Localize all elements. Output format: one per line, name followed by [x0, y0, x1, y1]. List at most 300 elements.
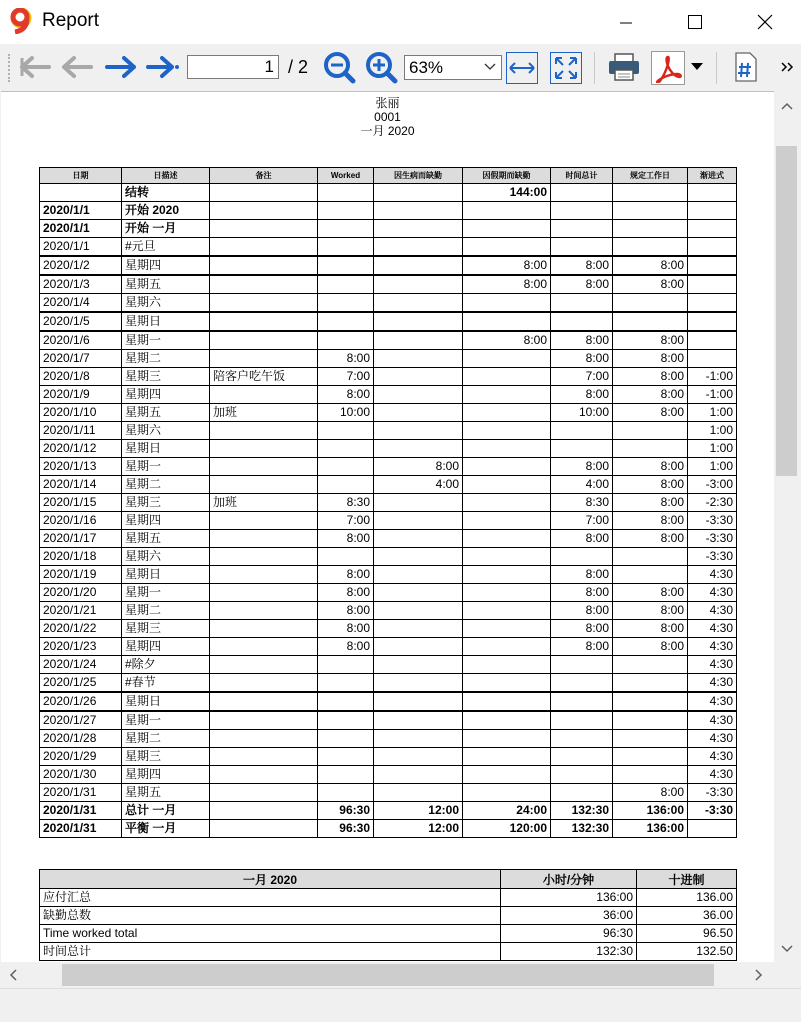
- summary-cell: 132:30: [501, 943, 637, 961]
- zoom-value: 63%: [409, 58, 444, 77]
- fit-page-icon: [553, 55, 579, 81]
- table-cell: 8:00: [318, 530, 374, 548]
- table-cell: -2:30: [688, 494, 737, 512]
- table-cell: 7:00: [318, 368, 374, 386]
- table-cell: 8:00: [613, 368, 688, 386]
- close-button[interactable]: [742, 0, 788, 44]
- table-cell: [551, 730, 613, 748]
- table-cell: -3:30: [688, 512, 737, 530]
- zoom-out-button[interactable]: [322, 50, 356, 84]
- table-row: [40, 820, 737, 838]
- summary-header-row: [40, 870, 737, 889]
- table-cell: 星期一: [122, 711, 210, 730]
- table-row: [40, 766, 737, 784]
- last-page-button[interactable]: [146, 50, 180, 84]
- table-cell: 8:00: [463, 256, 551, 275]
- vertical-scrollbar[interactable]: [774, 92, 799, 962]
- table-cell: 136:00: [613, 802, 688, 820]
- table-cell: [374, 784, 463, 802]
- table-cell: [688, 331, 737, 350]
- summary-column-header: 小时/分钟: [501, 870, 637, 889]
- table-cell: [210, 620, 318, 638]
- table-cell: [551, 711, 613, 730]
- table-cell: 星期五: [122, 404, 210, 422]
- table-cell: 7:00: [551, 368, 613, 386]
- scroll-right-icon[interactable]: [755, 969, 763, 981]
- export-menu-dropdown[interactable]: [686, 50, 708, 84]
- table-cell: 8:00: [551, 638, 613, 656]
- summary-row: [40, 907, 737, 925]
- zoom-select[interactable]: [404, 55, 502, 80]
- table-cell: [374, 368, 463, 386]
- table-row: [40, 711, 737, 730]
- table-cell: 2020/1/30: [40, 766, 122, 784]
- table-cell: 8:00: [551, 458, 613, 476]
- employee-name: 张丽: [375, 96, 400, 110]
- table-cell: [210, 711, 318, 730]
- table-cell: [210, 656, 318, 674]
- page-number-button[interactable]: [728, 50, 762, 84]
- table-cell: 2020/1/16: [40, 512, 122, 530]
- table-cell: [374, 548, 463, 566]
- table-cell: [463, 692, 551, 711]
- table-row: [40, 602, 737, 620]
- table-cell: 2020/1/11: [40, 422, 122, 440]
- table-cell: 2020/1/1: [40, 238, 122, 257]
- table-cell: [210, 256, 318, 275]
- summary-cell: 96.50: [637, 925, 737, 943]
- table-cell: [210, 674, 318, 693]
- table-cell: 星期三: [122, 368, 210, 386]
- fit-width-button[interactable]: [506, 52, 538, 84]
- table-cell: 4:30: [688, 748, 737, 766]
- table-cell: [374, 184, 463, 202]
- table-cell: [463, 748, 551, 766]
- table-cell: 星期二: [122, 730, 210, 748]
- table-cell: [688, 312, 737, 331]
- table-cell: [210, 820, 318, 838]
- table-cell: 8:00: [551, 331, 613, 350]
- table-cell: 星期六: [122, 422, 210, 440]
- table-cell: 12:00: [374, 820, 463, 838]
- table-cell: [318, 766, 374, 784]
- table-cell: [318, 331, 374, 350]
- table-cell: [374, 584, 463, 602]
- table-cell: [688, 350, 737, 368]
- table-cell: [463, 784, 551, 802]
- table-cell: [374, 638, 463, 656]
- table-cell: 7:00: [551, 512, 613, 530]
- table-cell: [374, 422, 463, 440]
- export-pdf-button[interactable]: [651, 51, 685, 85]
- arrow-right-icon: [105, 54, 137, 80]
- scroll-down-icon[interactable]: [781, 945, 793, 953]
- table-cell: 4:30: [688, 692, 737, 711]
- table-cell: [613, 294, 688, 313]
- table-cell: 132:30: [551, 820, 613, 838]
- table-cell: 8:00: [613, 638, 688, 656]
- table-cell: [210, 784, 318, 802]
- table-cell: [463, 548, 551, 566]
- table-row: [40, 584, 737, 602]
- table-cell: [210, 220, 318, 238]
- table-cell: 2020/1/21: [40, 602, 122, 620]
- table-cell: [374, 256, 463, 275]
- summary-cell: 缺勤总数: [40, 907, 501, 925]
- table-cell: 2020/1/14: [40, 476, 122, 494]
- table-cell: 8:00: [318, 386, 374, 404]
- table-cell: 星期六: [122, 548, 210, 566]
- page-number-input[interactable]: 1: [187, 55, 279, 79]
- table-cell: [463, 512, 551, 530]
- table-cell: [318, 476, 374, 494]
- table-cell: 星期日: [122, 312, 210, 331]
- table-cell: [613, 766, 688, 784]
- table-cell: [374, 386, 463, 404]
- table-cell: 8:00: [551, 566, 613, 584]
- table-cell: [318, 548, 374, 566]
- table-cell: 星期二: [122, 602, 210, 620]
- table-cell: 开始 一月: [122, 220, 210, 238]
- table-cell: 120:00: [463, 820, 551, 838]
- table-cell: [374, 275, 463, 294]
- fit-width-icon: [508, 58, 536, 78]
- table-cell: [613, 692, 688, 711]
- table-cell: [40, 184, 122, 202]
- table-cell: 8:00: [613, 530, 688, 548]
- previous-page-button[interactable]: [60, 50, 94, 84]
- table-cell: [374, 440, 463, 458]
- table-row: [40, 530, 737, 548]
- table-cell: 8:00: [613, 275, 688, 294]
- table-cell: [613, 312, 688, 331]
- table-cell: [318, 238, 374, 257]
- scroll-left-icon[interactable]: [9, 969, 17, 981]
- horizontal-scrollbar[interactable]: [1, 962, 774, 988]
- table-cell: 8:00: [613, 602, 688, 620]
- table-cell: 2020/1/31: [40, 820, 122, 838]
- table-cell: 4:30: [688, 674, 737, 693]
- table-cell: 24:00: [463, 802, 551, 820]
- scroll-up-icon[interactable]: [781, 102, 793, 110]
- table-cell: 陪客户吃午饭: [210, 368, 318, 386]
- table-row: [40, 638, 737, 656]
- table-cell: [463, 386, 551, 404]
- table-cell: [210, 294, 318, 313]
- table-cell: 2020/1/18: [40, 548, 122, 566]
- table-cell: 1:00: [688, 404, 737, 422]
- table-cell: [463, 440, 551, 458]
- arrow-left-icon: [61, 54, 93, 80]
- table-row: [40, 312, 737, 331]
- table-cell: [210, 638, 318, 656]
- table-cell: [463, 566, 551, 584]
- table-cell: [688, 202, 737, 220]
- table-row: [40, 692, 737, 711]
- fit-page-button[interactable]: [550, 52, 582, 84]
- table-cell: 星期三: [122, 494, 210, 512]
- table-cell: 星期日: [122, 692, 210, 711]
- table-cell: -3:00: [688, 476, 737, 494]
- table-cell: 2020/1/9: [40, 386, 122, 404]
- horizontal-scroll-thumb[interactable]: [62, 964, 714, 986]
- table-cell: 2020/1/13: [40, 458, 122, 476]
- column-header: 规定工作日: [613, 168, 688, 184]
- table-cell: 8:00: [374, 458, 463, 476]
- table-cell: 8:00: [613, 620, 688, 638]
- report-viewer[interactable]: [1, 91, 774, 963]
- table-row: [40, 748, 737, 766]
- table-cell: [210, 312, 318, 331]
- table-cell: 星期一: [122, 584, 210, 602]
- table-cell: [318, 422, 374, 440]
- table-cell: 4:30: [688, 584, 737, 602]
- table-header-row: [40, 168, 737, 184]
- table-cell: [688, 184, 737, 202]
- table-cell: 星期四: [122, 256, 210, 275]
- table-cell: [210, 184, 318, 202]
- table-cell: [210, 331, 318, 350]
- table-cell: [318, 294, 374, 313]
- table-cell: [210, 386, 318, 404]
- minimize-button[interactable]: [603, 0, 649, 44]
- report-header: [1, 96, 774, 138]
- table-cell: 2020/1/12: [40, 440, 122, 458]
- table-cell: 8:00: [613, 404, 688, 422]
- table-cell: 2020/1/5: [40, 312, 122, 331]
- table-cell: 8:00: [551, 275, 613, 294]
- maximize-button[interactable]: [672, 0, 718, 44]
- summary-cell: 时间总计: [40, 943, 501, 961]
- employee-id: 0001: [374, 110, 401, 124]
- table-cell: 4:30: [688, 656, 737, 674]
- chevron-double-right-icon: [780, 61, 794, 73]
- print-button[interactable]: [607, 50, 641, 84]
- table-cell: 2020/1/22: [40, 620, 122, 638]
- table-cell: [551, 766, 613, 784]
- table-cell: [210, 440, 318, 458]
- table-cell: [463, 404, 551, 422]
- table-cell: [463, 638, 551, 656]
- table-cell: [613, 202, 688, 220]
- summary-cell: 应付汇总: [40, 889, 501, 907]
- toolbar-overflow-button[interactable]: [776, 50, 798, 84]
- table-row: [40, 620, 737, 638]
- table-cell: 4:30: [688, 566, 737, 584]
- table-cell: [688, 275, 737, 294]
- column-header: 因假期而缺勤: [463, 168, 551, 184]
- toolbar-grip[interactable]: [8, 54, 13, 82]
- table-row: [40, 548, 737, 566]
- table-cell: [210, 202, 318, 220]
- table-cell: 星期六: [122, 294, 210, 313]
- table-cell: #元旦: [122, 238, 210, 257]
- table-cell: 加班: [210, 404, 318, 422]
- table-cell: [688, 238, 737, 257]
- table-row: [40, 350, 737, 368]
- table-cell: [374, 294, 463, 313]
- table-cell: -3:30: [688, 802, 737, 820]
- table-cell: [551, 656, 613, 674]
- table-cell: 星期日: [122, 440, 210, 458]
- table-cell: 8:00: [318, 350, 374, 368]
- table-cell: 星期四: [122, 386, 210, 404]
- column-header: 日期: [40, 168, 122, 184]
- table-cell: [374, 766, 463, 784]
- page-hash-icon: [731, 51, 759, 83]
- table-cell: [318, 656, 374, 674]
- page-total-label: / 2: [288, 57, 309, 77]
- table-cell: -3:30: [688, 530, 737, 548]
- table-cell: [551, 312, 613, 331]
- table-row: [40, 656, 737, 674]
- table-row: [40, 202, 737, 220]
- table-cell: [210, 238, 318, 257]
- table-cell: 星期四: [122, 638, 210, 656]
- table-cell: 8:00: [551, 350, 613, 368]
- table-cell: [688, 820, 737, 838]
- table-cell: [613, 184, 688, 202]
- zoom-in-icon: [364, 50, 398, 84]
- report-period: 一月 2020: [360, 124, 415, 138]
- summary-column-header: 十进制: [637, 870, 737, 889]
- table-cell: [551, 548, 613, 566]
- minimize-icon: [619, 15, 633, 29]
- table-cell: [551, 422, 613, 440]
- table-cell: 星期四: [122, 766, 210, 784]
- table-cell: 8:00: [613, 476, 688, 494]
- table-cell: [318, 730, 374, 748]
- table-cell: 8:00: [613, 256, 688, 275]
- summary-cell: Time worked total: [40, 925, 501, 943]
- table-cell: 4:30: [688, 730, 737, 748]
- table-cell: 12:00: [374, 802, 463, 820]
- table-cell: [210, 692, 318, 711]
- summary-cell: 36:00: [501, 907, 637, 925]
- table-cell: [463, 530, 551, 548]
- table-cell: 2020/1/3: [40, 275, 122, 294]
- table-cell: 4:30: [688, 766, 737, 784]
- table-cell: [318, 184, 374, 202]
- table-cell: 1:00: [688, 422, 737, 440]
- table-cell: [463, 730, 551, 748]
- chevron-down-icon: [484, 63, 496, 71]
- table-cell: 2020/1/24: [40, 656, 122, 674]
- table-cell: [463, 620, 551, 638]
- table-cell: 星期五: [122, 275, 210, 294]
- toolbar: [0, 44, 801, 91]
- table-cell: 8:00: [613, 350, 688, 368]
- table-cell: -3:30: [688, 784, 737, 802]
- printer-icon: [607, 51, 641, 83]
- table-cell: 8:30: [551, 494, 613, 512]
- table-cell: [374, 238, 463, 257]
- table-cell: [463, 294, 551, 313]
- table-cell: [613, 656, 688, 674]
- table-cell: 2020/1/10: [40, 404, 122, 422]
- title-bar: [0, 0, 801, 44]
- table-cell: 8:00: [318, 584, 374, 602]
- table-cell: 8:00: [613, 331, 688, 350]
- table-cell: [210, 766, 318, 784]
- table-cell: 144:00: [463, 184, 551, 202]
- table-cell: [210, 602, 318, 620]
- table-cell: [210, 730, 318, 748]
- vertical-scroll-thumb[interactable]: [776, 146, 797, 476]
- table-row: [40, 440, 737, 458]
- table-row: [40, 784, 737, 802]
- zoom-in-button[interactable]: [364, 50, 398, 84]
- column-header: 备注: [210, 168, 318, 184]
- table-cell: 平衡 一月: [122, 820, 210, 838]
- next-page-button[interactable]: [104, 50, 138, 84]
- table-row: [40, 674, 737, 693]
- table-cell: [210, 548, 318, 566]
- table-cell: [374, 566, 463, 584]
- table-row: [40, 184, 737, 202]
- table-cell: [463, 584, 551, 602]
- table-cell: [613, 674, 688, 693]
- table-cell: 8:00: [551, 584, 613, 602]
- table-cell: 星期四: [122, 512, 210, 530]
- table-cell: [210, 422, 318, 440]
- table-cell: [551, 692, 613, 711]
- table-cell: 136:00: [613, 820, 688, 838]
- table-cell: [551, 238, 613, 257]
- table-cell: [374, 530, 463, 548]
- table-cell: 4:30: [688, 602, 737, 620]
- app-logo-icon: [9, 8, 35, 34]
- table-cell: [463, 674, 551, 693]
- table-cell: 2020/1/7: [40, 350, 122, 368]
- table-cell: 4:30: [688, 711, 737, 730]
- table-cell: [210, 275, 318, 294]
- table-cell: 2020/1/19: [40, 566, 122, 584]
- summary-table: [39, 869, 737, 961]
- table-cell: 总计 一月: [122, 802, 210, 820]
- table-cell: 2020/1/2: [40, 256, 122, 275]
- table-row: [40, 238, 737, 257]
- table-cell: [318, 256, 374, 275]
- column-header: 渐进式: [688, 168, 737, 184]
- table-cell: [463, 350, 551, 368]
- table-cell: [210, 476, 318, 494]
- table-cell: 8:00: [318, 638, 374, 656]
- zoom-out-icon: [322, 50, 356, 84]
- table-row: [40, 275, 737, 294]
- table-cell: 8:00: [551, 256, 613, 275]
- caret-down-icon: [691, 63, 703, 71]
- table-cell: [318, 458, 374, 476]
- table-cell: 星期一: [122, 331, 210, 350]
- table-row: [40, 458, 737, 476]
- summary-column-header: 一月 2020: [40, 870, 501, 889]
- table-cell: 7:00: [318, 512, 374, 530]
- table-cell: [210, 530, 318, 548]
- table-cell: [210, 350, 318, 368]
- table-cell: 星期五: [122, 784, 210, 802]
- summary-cell: 136:00: [501, 889, 637, 907]
- table-cell: [210, 802, 318, 820]
- table-cell: [551, 220, 613, 238]
- summary-cell: 136.00: [637, 889, 737, 907]
- table-cell: [374, 220, 463, 238]
- table-cell: 2020/1/17: [40, 530, 122, 548]
- table-cell: [688, 220, 737, 238]
- table-cell: 星期一: [122, 458, 210, 476]
- table-cell: [613, 238, 688, 257]
- first-page-button[interactable]: [18, 50, 52, 84]
